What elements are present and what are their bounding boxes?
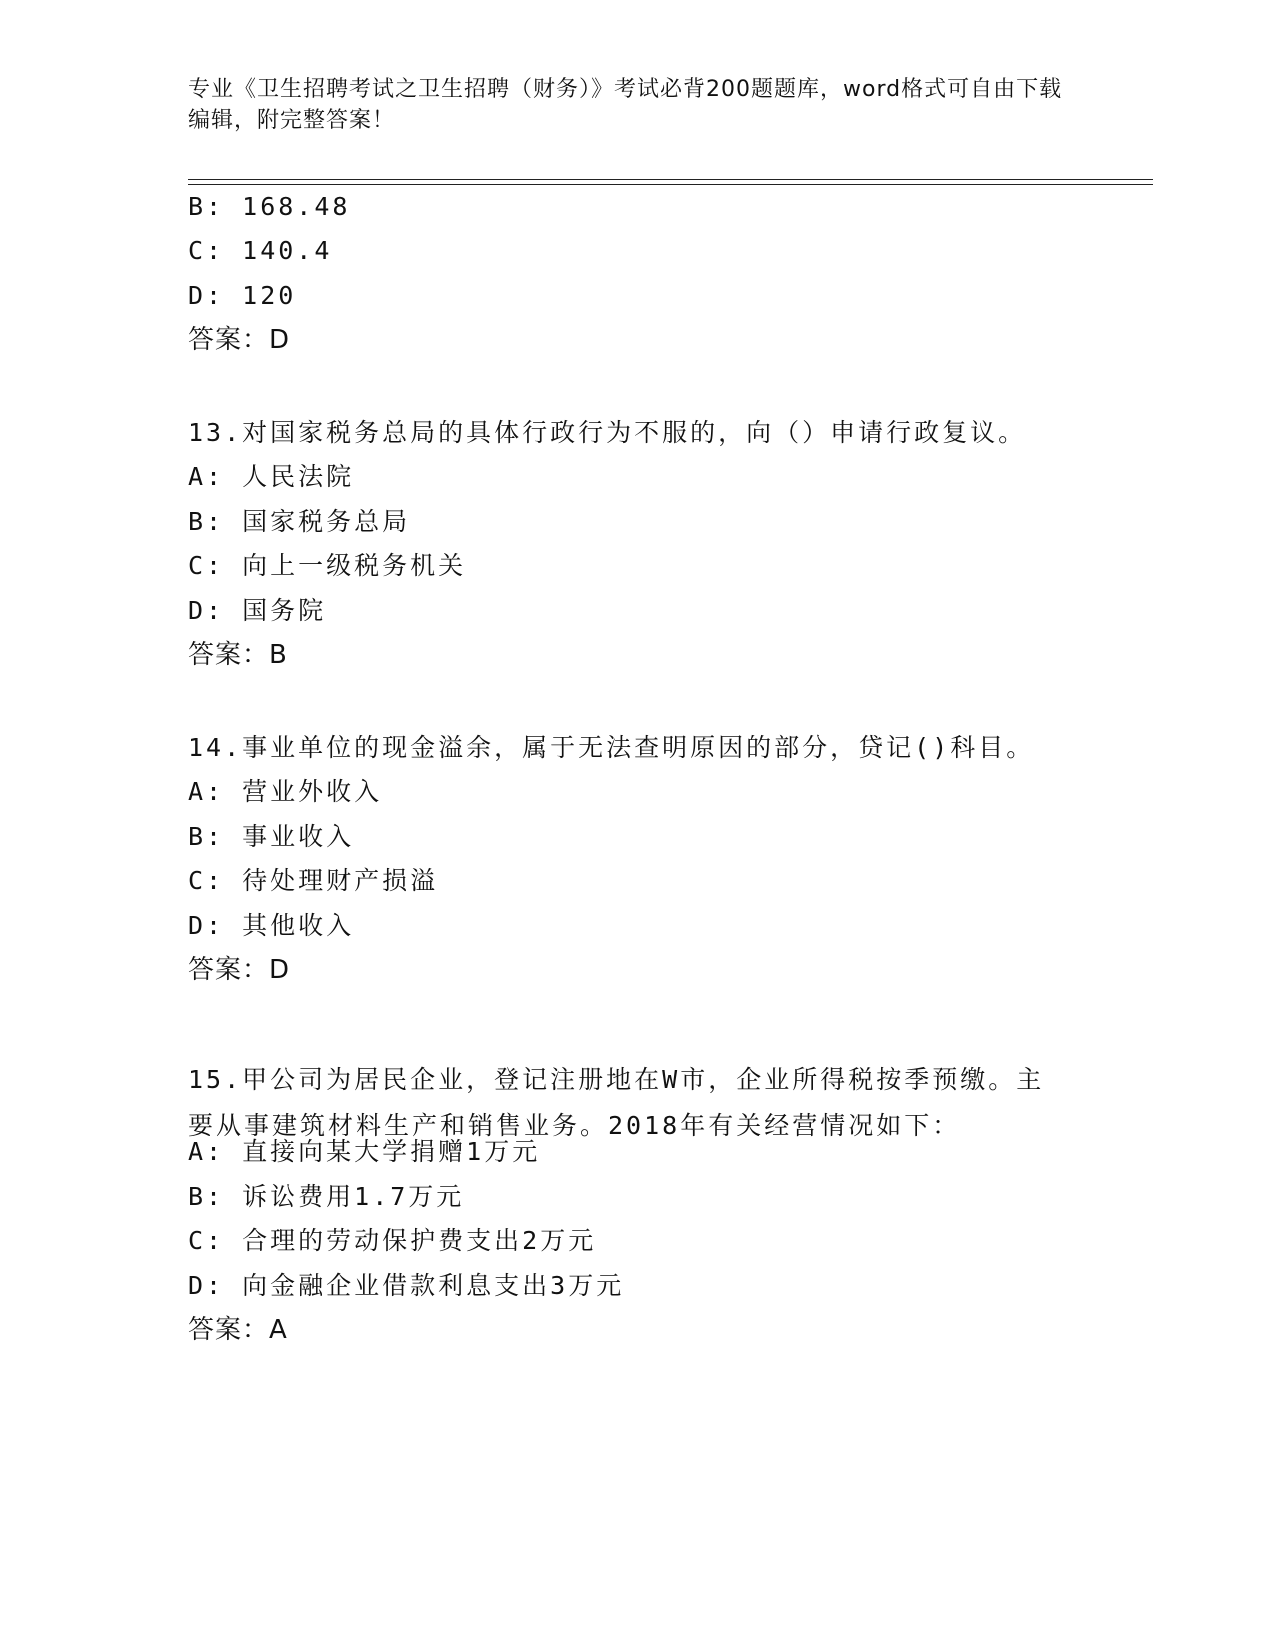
q13-option-a: A: 人民法院 <box>188 462 355 491</box>
q13-question: 13.对国家税务总局的具体行政行为不服的，向（）申请行政复议。 <box>188 418 1027 447</box>
q14-option-c: C: 待处理财产损溢 <box>188 866 439 895</box>
q15-option-a: A: 直接向某大学捐赠1万元 <box>188 1137 541 1166</box>
q13-answer: 答案：B <box>188 640 288 670</box>
q12-option-b: B: 168.48 <box>188 192 351 221</box>
q15-answer: 答案：A <box>188 1315 288 1345</box>
q13-option-b: B: 国家税务总局 <box>188 507 411 536</box>
q14-answer: 答案：D <box>188 955 291 985</box>
q15-option-d: D: 向金融企业借款利息支出3万元 <box>188 1271 625 1300</box>
q13-option-c: C: 向上一级税务机关 <box>188 551 467 580</box>
q14-option-d: D: 其他收入 <box>188 911 355 940</box>
header-divider-bottom <box>188 184 1153 185</box>
q12-option-d: D: 120 <box>188 281 297 310</box>
q14-option-b: B: 事业收入 <box>188 822 355 851</box>
q15-option-b: B: 诉讼费用1.7万元 <box>188 1182 465 1211</box>
header-divider-top <box>188 179 1153 180</box>
q12-answer: 答案：D <box>188 325 291 355</box>
document-header: 专业《卫生招聘考试之卫生招聘（财务）》考试必背200题题库，word格式可自由下载编辑，附完整答案！ <box>188 77 1063 133</box>
q13-option-d: D: 国务院 <box>188 596 327 625</box>
q12-option-c: C: 140.4 <box>188 236 333 265</box>
q14-question: 14.事业单位的现金溢余，属于无法查明原因的部分，贷记()科目。 <box>188 733 1035 762</box>
q15-question: 15.甲公司为居民企业，登记注册地在W市，企业所得税按季预缴。主要从事建筑材料生产和销售业务。2018年有关经营情况如下： <box>188 1065 1045 1140</box>
q15-option-c: C: 合理的劳动保护费支出2万元 <box>188 1226 597 1255</box>
q14-option-a: A: 营业外收入 <box>188 777 383 806</box>
